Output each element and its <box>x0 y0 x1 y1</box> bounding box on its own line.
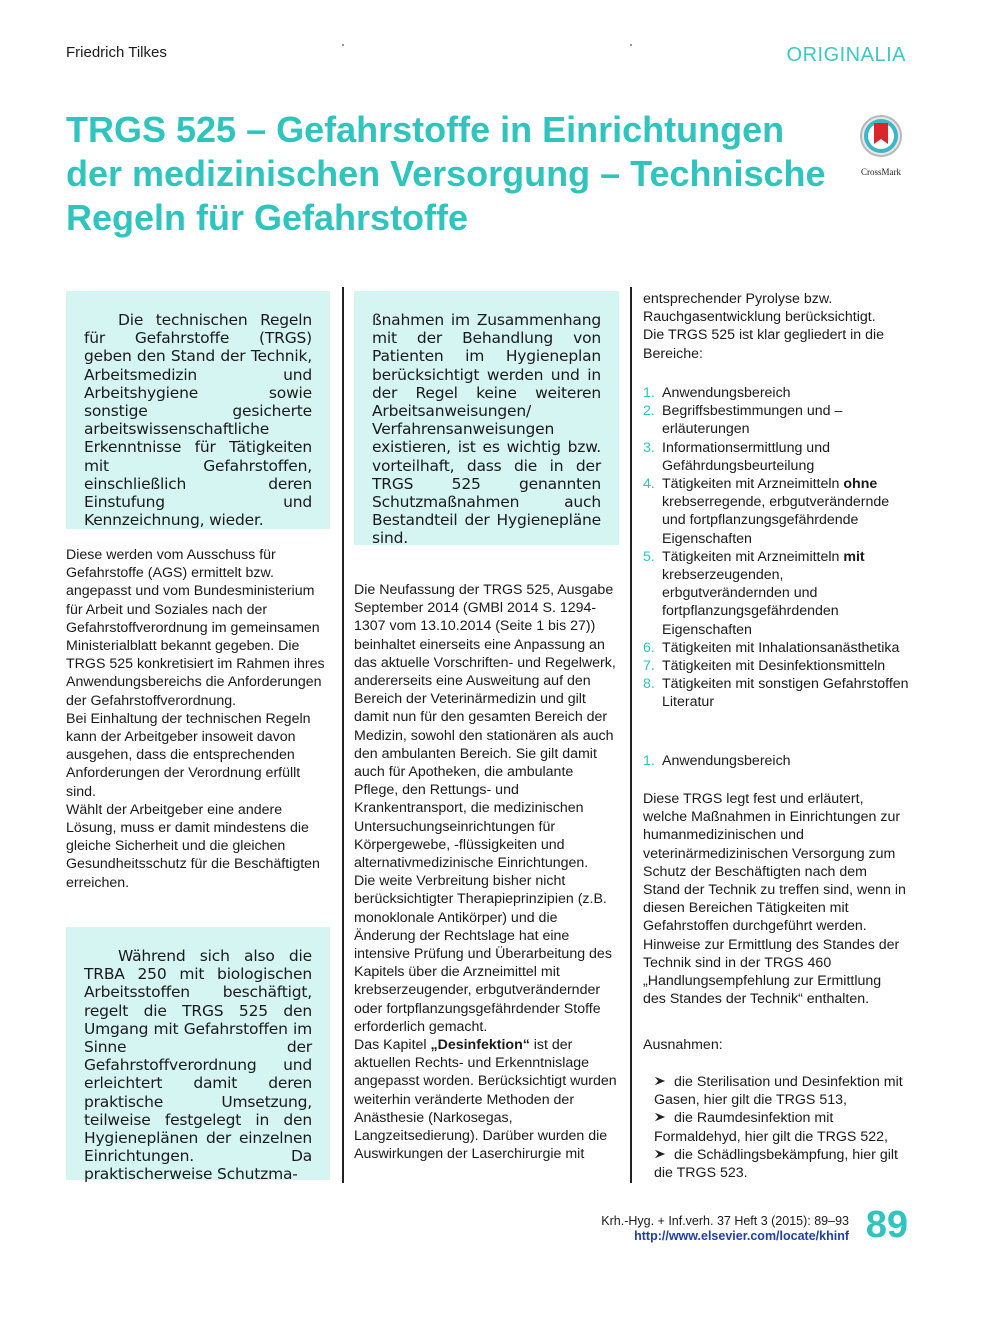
exception-item <box>654 1146 908 1182</box>
header-tick-mark <box>630 44 632 46</box>
section-list-item <box>643 639 909 657</box>
heading-number: 1. <box>643 753 655 769</box>
paragraph: entsprechender Pyrolyse bzw. Rauchgasentwicklung berücksichtigt. <box>643 291 876 326</box>
section-list-item <box>643 475 909 548</box>
paragraph: Die weite Verbreitung bisher nicht berücksichtigter Therapieprinzipien (z.B. monoklonale Antikörper) und die Änderung der Rechtslage hat eine intensive Prüfung und Überarbeitung des Kapitels über die Arzneimittel mit krebserzeugender, erbgutverändernder oder fortpflanzungsgefährdender Stoffe erforderlich gemacht. <box>354 873 612 1035</box>
crossmark-icon <box>855 114 907 160</box>
list-text: Anwendungsbereich <box>662 385 791 401</box>
highlight-box-continued <box>354 291 619 548</box>
arrow-bullet-icon <box>654 1148 666 1160</box>
list-emphasis: ohne <box>843 476 878 493</box>
page-number: 89 <box>865 1204 908 1246</box>
exception-item <box>654 1109 908 1145</box>
list-number: 2. <box>643 403 655 420</box>
list-number: 8. <box>643 676 655 693</box>
list-text: Tätigkeiten mit Inhalationsanästhetika <box>662 639 900 656</box>
crossmark-label: CrossMark <box>861 167 901 177</box>
exceptions-label: Ausnahmen: <box>643 1037 723 1053</box>
highlight-text: Während sich also die TRBA 250 mit biologischen Arbeitsstoffen beschäftigt, regelt die TRGS 525 den Umgang mit Gefahrstoffen im Sinne der Gefahrstoffverordnung und erleichtert damit deren praktische Umsetzung, teilweise festgelegt in den Hygieneplänen der einzelnen Einrichtungen. Da praktischerweise Schutzma- <box>84 947 312 1184</box>
arrow-bullet-icon <box>654 1075 666 1087</box>
list-number: 5. <box>643 548 655 565</box>
exceptions-list <box>654 1073 908 1182</box>
exception-text: die Sterilisation und Desinfektion mit Gasen, hier gilt die TRGS 513, <box>654 1074 903 1109</box>
exception-text: die Schädlingsbekämpfung, hier gilt die TRGS 523. <box>654 1146 898 1182</box>
paragraph: Diese werden vom Ausschuss für Gefahrstoffe (AGS) ermittelt bzw. angepasst und vom Bundesministerium für Arbeit und Soziales nach der Gefahrstoffverordnung im gemeinsamen Ministerialblatt bekannt gegeben. Die TRGS 525 konkretisiert im Rahmen ihres Anwendungsbereichs die Anforderungen der Gefahrstoffverordnung. <box>66 547 325 709</box>
scope-paragraph <box>643 790 907 1008</box>
section-list-item <box>643 384 909 402</box>
paragraph: Die Neufassung der TRGS 525, Ausgabe September 2014 (GMBl 2014 S. 1294-1307 vom 13.10.2014 (Seite 1 bis 27)) beinhaltet einerseits eine Anpassung an das aktuelle Vorschriften- und Regelwerk, andererseits eine Ausweitung auf den Bereich der Veterinärmedizin und gilt damit nun für den gesamten Bereich der Medizin, sowohl den stationären als auch den ambulanten Bereich. Sie gilt damit auch für Apotheken, die ambulante Pflege, den Rettungs- und Krankentransport, die medizinischen Untersuchungseinrichtungen für Körpergewebe, -flüssigkeiten und alternativmedizinische Einrichtungen. <box>354 582 616 872</box>
list-text: krebserzeugenden, erbgutverändernden und fortpflanzungsgefährdenden Eigenschaften <box>662 567 839 638</box>
list-text: Informationsermittlung und Gefährdungsbeurteilung <box>662 439 830 474</box>
citation-text: Krh.-Hyg. + Inf.verh. 37 Heft 3 (2015): 89–93 <box>601 1214 849 1228</box>
list-text: Tätigkeiten mit Arzneimitteln <box>662 548 844 565</box>
section-list-item <box>643 439 909 475</box>
article-title: TRGS 525 – Gefahrstoffe in Einrichtungen der medizinischen Versorgung – Technische Regeln für Gefahrstoffe <box>66 109 826 238</box>
section-heading-1 <box>643 752 907 770</box>
intro-text: Die technischen Regeln für Gefahrstoffe (TRGS) geben den Stand der Technik, Arbeitsmedizin und Arbeitshygiene sowie sonstige gesicherte arbeitswissenschaftliche Erkenntnisse für Tätigkeiten mit Gefahrstoffen, einschließlich deren Einstufung und Kennzeichnung, wieder. <box>84 311 312 530</box>
section-list-item <box>643 548 909 639</box>
paragraph: Bei Einhaltung der technischen Regeln kann der Arbeitgeber insoweit davon ausgehen, dass die entsprechenden Anforderungen der Verordnung erfüllt sind. <box>66 710 311 800</box>
list-emphasis: mit <box>843 548 865 565</box>
list-text: Tätigkeiten mit sonstigen Gefahrstoffen <box>662 676 909 693</box>
section-list-item <box>643 693 909 711</box>
exception-item <box>654 1073 908 1109</box>
section-list <box>643 384 909 712</box>
paragraph: Diese TRGS legt fest und erläutert, welche Maßnahmen in Einrichtungen zur humanmedizinischen und veterinärmedizinischen Versorgung zum Schutz der Beschäftigten nach dem Stand der Technik zu treffen sind, wenn in diesen Bereichen Tätigkeiten mit Gefahrstoffen durchgeführt werden. Hinweise zur Ermittlung des Standes der Technik sind in der TRGS 460 „Handlungsempfehlung zur Ermittlung des Standes der Technik“ enthalten. <box>643 791 906 1008</box>
footer-citation <box>601 1214 849 1244</box>
journal-link[interactable]: http://www.elsevier.com/locate/khinf <box>634 1229 849 1243</box>
paragraph: Das Kapitel „Desinfektion“ ist der aktuellen Rechts- und Erkenntnislage angepasst worden. Berücksichtigt wurden weiterhin veränderte Methoden der Anästhesie (Narkosegas, Langzeitsedierung). Darüber wurden die Auswirkungen der Laserchirurgie mit <box>354 1037 617 1163</box>
highlight-text: ßnahmen im Zusammenhang mit der Behandlung von Patienten im Hygieneplan berücksichtigt werden und in der Regel keine weiteren Arbeitsanweisungen/ Verfahrensanweisungen existieren, ist es wichtig bzw. vorteilhaft, dass die in der TRGS 525 genannten Schutzmaßnahmen auch Bestandteil der Hygienepläne sind. <box>372 311 601 548</box>
column-2-text <box>354 581 619 1164</box>
list-text: Tätigkeiten mit Arzneimitteln <box>662 476 844 493</box>
column-3-text <box>643 290 907 363</box>
list-number: 3. <box>643 439 655 456</box>
column-1-text <box>66 546 330 892</box>
highlight-box-trba <box>66 927 330 1184</box>
exception-text: die Raumdesinfektion mit Formaldehyd, hier gilt die TRGS 522, <box>654 1110 888 1145</box>
list-number: 4. <box>643 476 655 493</box>
arrow-bullet-icon <box>654 1111 666 1123</box>
crossmark-badge[interactable] <box>855 114 907 177</box>
column-divider <box>342 287 344 1183</box>
heading-text: Anwendungsbereich <box>662 753 791 769</box>
list-number: 7. <box>643 658 655 675</box>
list-text: Literatur <box>662 694 715 711</box>
list-number: 6. <box>643 639 655 656</box>
author-name: Friedrich Tilkes <box>66 44 167 61</box>
column-divider <box>630 287 632 1183</box>
list-text: Tätigkeiten mit Desinfektionsmitteln <box>662 658 886 675</box>
paragraph: Wählt der Arbeitgeber eine andere Lösung, muss er damit mindestens die gleiche Sicherheit und die gleichen Gesundheitsschutz für die Beschäftigten erreichen. <box>66 801 320 891</box>
section-list-item <box>643 402 909 438</box>
section-label: ORIGINALIA <box>786 44 906 66</box>
paragraph: Die TRGS 525 ist klar gegliedert in die Bereiche: <box>643 327 885 362</box>
list-text: Begriffsbestimmungen und –erläuterungen <box>662 403 843 438</box>
section-list-item <box>643 657 909 675</box>
highlight-box-intro <box>66 291 330 529</box>
list-text: krebserregende, erbgutverändernde und fortpflanzungsgefährdende Eigenschaften <box>662 494 890 547</box>
list-number: 1. <box>643 385 655 401</box>
header-tick-mark <box>342 44 344 46</box>
section-list-item <box>643 675 909 693</box>
bold-term: „Desinfektion“ <box>430 1037 530 1054</box>
